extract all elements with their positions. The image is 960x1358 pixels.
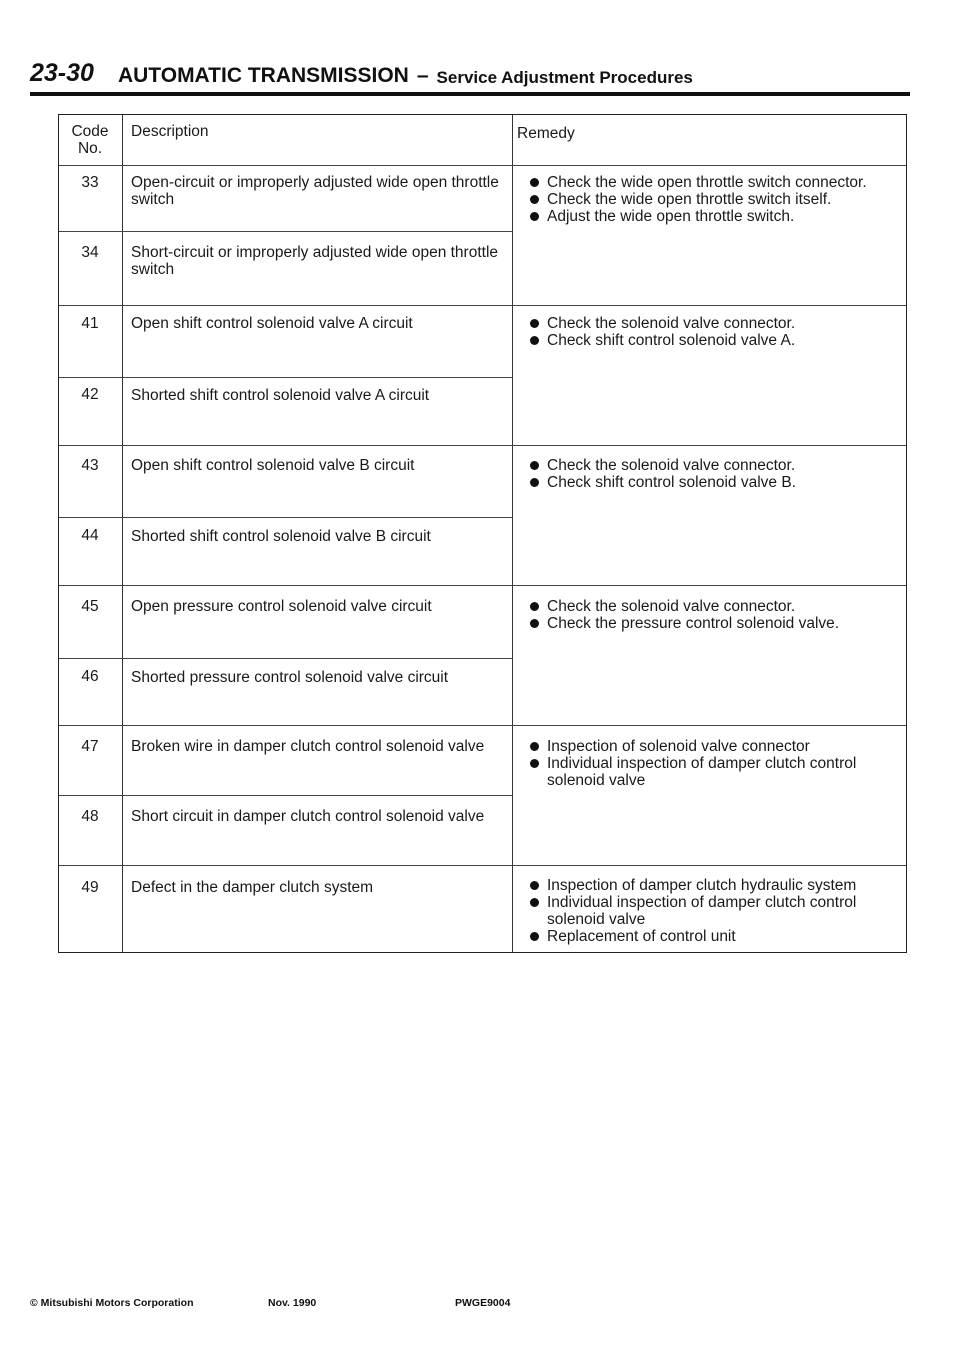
description-cell: Broken wire in damper clutch control solenoid valve (131, 738, 485, 755)
column-divider (512, 115, 513, 952)
description-cell: Short circuit in damper clutch control solenoid valve (131, 808, 485, 825)
column-header-description: Description (131, 123, 209, 140)
code-cell: 33 (81, 174, 99, 191)
code-cell: 41 (81, 315, 99, 332)
row-divider (59, 517, 512, 518)
section-title: AUTOMATIC TRANSMISSION (117, 64, 409, 87)
remedy-item: Individual inspection of damper clutch control solenoid valve (521, 755, 901, 789)
description-cell: Open pressure control solenoid valve circuit (131, 598, 432, 615)
column-header-remedy: Remedy (517, 125, 575, 142)
footer-copyright: © Mitsubishi Motors Corporation (30, 1297, 194, 1309)
description-cell: Open-circuit or improperly adjusted wide open throttle switch (131, 174, 499, 208)
section-subtitle: Service Adjustment Procedures (436, 68, 693, 87)
footer-date: Nov. 1990 (268, 1297, 317, 1309)
code-cell: 45 (81, 598, 99, 615)
column-divider (122, 115, 123, 952)
remedy-item: Inspection of damper clutch hydraulic system (521, 877, 901, 894)
page-number: 23-30 (30, 59, 94, 87)
code-cell: 49 (81, 879, 99, 896)
page-header (30, 59, 910, 96)
remedy-item: Check the solenoid valve connector. (521, 315, 901, 332)
row-divider (59, 377, 512, 378)
row-divider (59, 585, 906, 586)
remedy-item: Adjust the wide open throttle switch. (521, 208, 901, 225)
row-divider (59, 725, 906, 726)
diagnosis-code-table (58, 114, 907, 953)
description-cell: Shorted pressure control solenoid valve circuit (131, 669, 449, 686)
remedy-item: Check the pressure control solenoid valve. (521, 615, 901, 632)
remedy-cell (521, 598, 901, 632)
description-cell: Short-circuit or improperly adjusted wide open throttle switch (131, 244, 499, 278)
remedy-item: Check the solenoid valve connector. (521, 598, 901, 615)
row-divider (59, 305, 906, 306)
description-cell: Open shift control solenoid valve B circuit (131, 457, 415, 474)
title-separator: – (416, 64, 429, 87)
description-cell: Shorted shift control solenoid valve B circuit (131, 528, 431, 545)
remedy-cell (521, 174, 901, 225)
remedy-cell (521, 457, 901, 491)
row-divider (59, 865, 906, 866)
code-cell: 43 (81, 457, 99, 474)
remedy-item: Check shift control solenoid valve B. (521, 474, 901, 491)
remedy-item: Check the wide open throttle switch itself. (521, 191, 901, 208)
remedy-cell (521, 315, 901, 349)
code-cell: 44 (81, 527, 99, 544)
remedy-item: Replacement of control unit (521, 928, 901, 945)
row-divider (59, 795, 512, 796)
remedy-item: Inspection of solenoid valve connector (521, 738, 901, 755)
code-cell: 34 (81, 244, 99, 261)
code-cell: 46 (81, 668, 99, 685)
footer-document-code: PWGE9004 (455, 1297, 511, 1309)
description-cell: Shorted shift control solenoid valve A circuit (131, 387, 430, 404)
row-divider (59, 445, 906, 446)
code-cell: 42 (81, 386, 99, 403)
row-divider (59, 658, 512, 659)
code-cell: 47 (81, 738, 99, 755)
column-header-code: Code No. (71, 123, 109, 157)
remedy-item: Check the wide open throttle switch connector. (521, 174, 901, 191)
code-cell: 48 (81, 808, 99, 825)
remedy-item: Check the solenoid valve connector. (521, 457, 901, 474)
row-divider (59, 231, 512, 232)
remedy-item: Individual inspection of damper clutch control solenoid valve (521, 894, 901, 928)
description-cell: Open shift control solenoid valve A circuit (131, 315, 413, 332)
remedy-item: Check shift control solenoid valve A. (521, 332, 901, 349)
header-divider (59, 165, 906, 166)
remedy-cell (521, 738, 901, 789)
remedy-cell (521, 877, 901, 945)
description-cell: Defect in the damper clutch system (131, 879, 374, 896)
